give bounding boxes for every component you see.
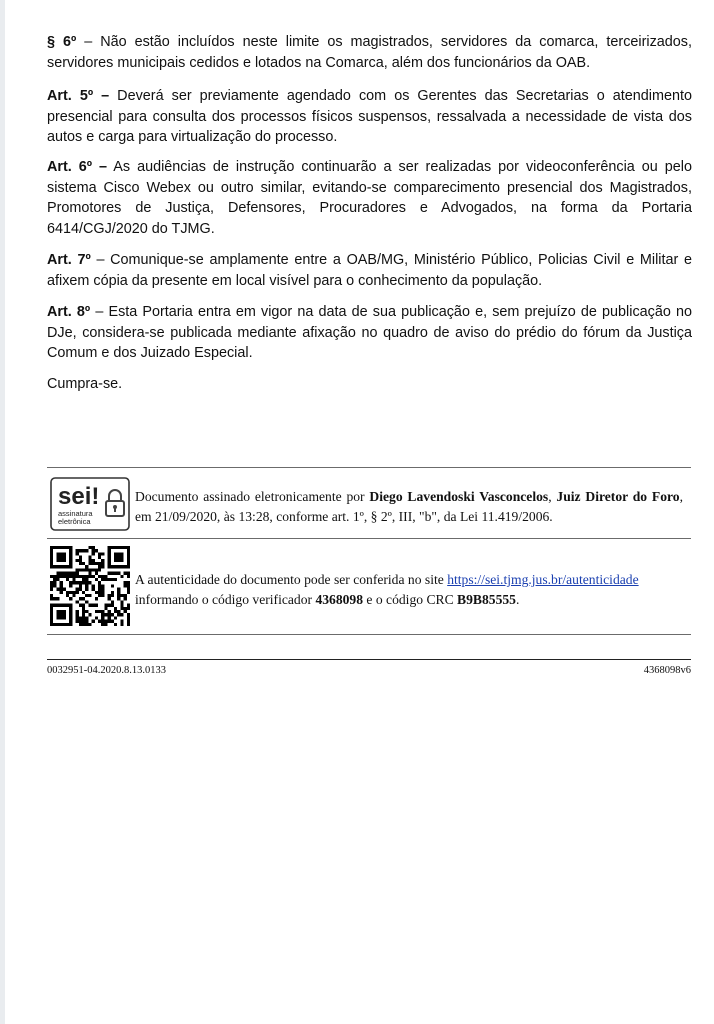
authenticity-text — [135, 570, 683, 610]
divider-top — [47, 467, 691, 468]
authenticity-link[interactable]: https://sei.tjmg.jus.br/autenticidade — [447, 572, 639, 587]
paragraph-text: – Comunique-se amplamente entre a OAB/MG, Ministério Público, Policias Civil e Militar e afixem cópia da presente em local visível para o conhecimento da população. — [47, 252, 692, 289]
signature-rest: , em 21/09/2020, às 13:28, conforme art. 1º, § 2º, III, "b", da Lei 11.419/2006. — [135, 489, 683, 524]
paragraph-label: Art. 7º — [47, 252, 91, 268]
paragraph-art8 — [47, 302, 692, 364]
verifier-code: 4368098 — [315, 592, 364, 607]
doc-version: 4368098v6 — [643, 665, 691, 676]
signer-name: Diego Lavendoski Vasconcelos — [369, 489, 549, 504]
divider-middle — [47, 538, 691, 539]
auth-middle: informando o código verificador — [135, 592, 316, 607]
paragraph-label: § 6º — [47, 34, 77, 50]
paragraph-art5 — [47, 86, 692, 148]
paragraph-text: – Esta Portaria entra em vigor na data de sua publicação e, sem prejuízo de publicação no DJe, considera-se publicada mediante afixação no quadro de aviso do prédio do fórum da Justiça Comum e dos Juizado Especial. — [47, 304, 692, 361]
sei-logo-text: sei! — [58, 483, 100, 510]
auth-prefix: A autenticidade do documento pode ser conferida no site — [135, 572, 448, 587]
paragraph-label: Art. 6º – — [47, 159, 108, 175]
paragraph-label: Art. 8º — [47, 304, 91, 320]
process-number: 0032951-04.2020.8.13.0133 — [47, 665, 166, 676]
auth-end: . — [515, 592, 520, 607]
signature-text — [135, 487, 683, 527]
auth-crc-text: e o código CRC — [363, 592, 458, 607]
divider-footer — [47, 659, 691, 660]
qr-finder-top-left — [50, 546, 72, 568]
closing-text: Cumpra-se. — [47, 376, 123, 392]
paragraph-par6 — [47, 32, 692, 73]
sei-caption-1: assinatura — [58, 509, 93, 518]
paragraph-art7 — [47, 250, 692, 291]
signature-prefix: Documento assinado eletronicamente por — [135, 489, 370, 504]
qr-code — [50, 546, 130, 626]
paragraph-text: – Não estão incluídos neste limite os magistrados, servidores da comarca, terceirizados, servidores municipais cedidos e lotados na Comarca, além dos funcionários da OAB. — [47, 34, 692, 71]
crc-code: B9B85555 — [457, 592, 516, 607]
signer-role: Juiz Diretor do Foro — [556, 489, 680, 504]
page-left-edge — [0, 0, 5, 1024]
paragraph-art6 — [47, 157, 692, 239]
paragraph-label: Art. 5º – — [47, 88, 110, 104]
paragraph-text: Deverá ser previamente agendado com os Gerentes das Secretarias o atendimento presencial para consulta dos processos físicos suspensos, ressalvada a necessidade de vista dos autos e carga para virtualização do processo. — [47, 88, 692, 145]
divider-bottom — [47, 634, 691, 635]
sei-seal — [50, 477, 130, 531]
sei-caption-2: eletrônica — [58, 517, 91, 526]
qr-finder-bottom-left — [50, 604, 72, 626]
qr-finder-top-right — [108, 546, 130, 568]
signature-comma: , — [548, 489, 557, 504]
paragraph-text: As audiências de instrução continuarão a ser realizadas por videoconferência ou pelo sistema Cisco Webex ou outro similar, evitando-se comparecimento presencial dos Magistrados, Promotores de Justiça, Defensores, Procuradores e Advogados, na forma da Portaria 6414/CGJ/2020 do TJMG. — [47, 159, 693, 237]
